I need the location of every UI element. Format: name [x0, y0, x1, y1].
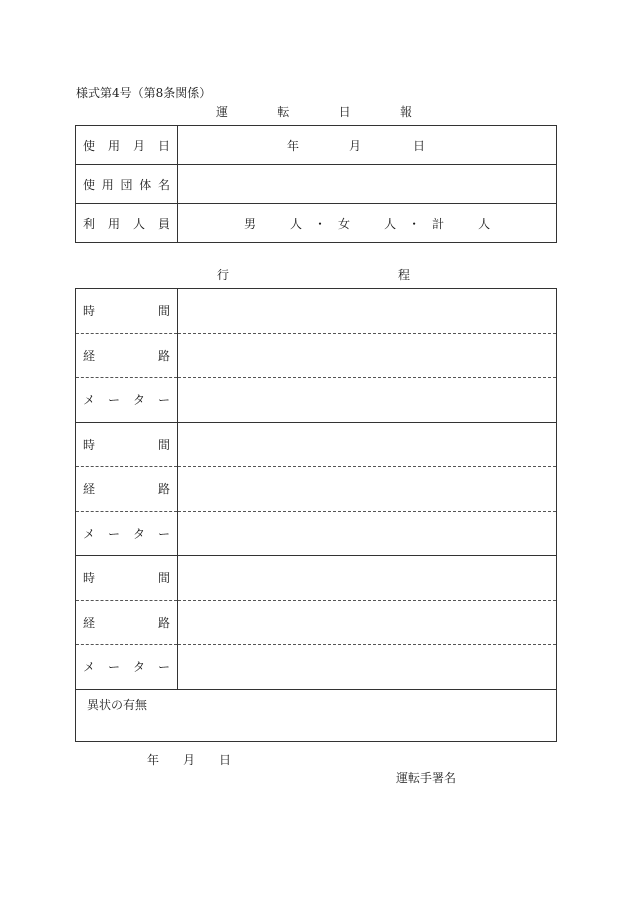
label-char: 用 [101, 177, 114, 192]
route-row [76, 600, 557, 645]
time-field[interactable] [178, 422, 557, 467]
itinerary-title [217, 266, 410, 283]
label-char: 名 [157, 177, 170, 192]
label-char: 間 [157, 304, 170, 319]
label-char: メ [83, 393, 96, 408]
label-char: メ [83, 660, 96, 675]
title-char: 転 [277, 105, 290, 119]
attendees-label [76, 204, 178, 243]
route-label [76, 600, 178, 645]
label-char: 路 [157, 482, 170, 497]
time-label [76, 422, 178, 467]
time-label [76, 556, 178, 601]
route-row [76, 333, 557, 378]
usage-date-label [76, 126, 178, 165]
time-row [76, 556, 557, 601]
label-char: 体 [139, 177, 152, 192]
day-unit: 日 [413, 138, 426, 153]
route-field[interactable] [178, 467, 557, 512]
footer-date [147, 751, 231, 768]
meter-label [76, 511, 178, 556]
route-field[interactable] [178, 600, 557, 645]
label-char: ー [157, 660, 170, 675]
year-unit: 年 [147, 753, 160, 767]
year-unit: 年 [286, 138, 299, 153]
label-char: ー [107, 526, 120, 541]
label-char: 経 [83, 615, 96, 630]
separator: ・ [408, 216, 421, 231]
label-char: 間 [157, 571, 170, 586]
label-char: 時 [83, 304, 96, 319]
month-unit: 月 [182, 753, 195, 767]
label-char: 路 [157, 615, 170, 630]
label-char: ー [157, 526, 170, 541]
title-char: 報 [399, 105, 412, 119]
itinerary-title-char: 行 [217, 268, 230, 282]
label-char: 日 [157, 138, 170, 153]
meter-field[interactable] [178, 511, 557, 556]
label-char: タ [132, 393, 145, 408]
day-unit: 日 [218, 753, 231, 767]
attendees-field[interactable] [178, 204, 557, 243]
label-char: ー [107, 660, 120, 675]
time-field[interactable] [178, 556, 557, 601]
group-name-row [76, 165, 557, 204]
male-label: 男 [244, 216, 257, 231]
total-unit: 人 [478, 216, 491, 231]
separator: ・ [314, 216, 327, 231]
usage-date-row [76, 126, 557, 165]
meter-row [76, 645, 557, 690]
remarks-field[interactable] [75, 688, 557, 742]
meter-row [76, 511, 557, 556]
label-char: 使 [83, 138, 96, 153]
remarks-label: 異状の有無 [87, 698, 148, 712]
label-char: ー [157, 393, 170, 408]
info-table [75, 125, 557, 243]
label-char: 路 [157, 348, 170, 363]
meter-row [76, 378, 557, 423]
time-field[interactable] [178, 289, 557, 334]
page-title [216, 103, 412, 120]
title-char: 運 [216, 105, 229, 119]
label-char: 経 [83, 348, 96, 363]
form-number: 様式第4号（第8条関係） [76, 86, 212, 100]
label-char: 使 [83, 177, 96, 192]
label-char: 団 [120, 177, 133, 192]
label-char: メ [83, 526, 96, 541]
female-unit: 人 [384, 216, 397, 231]
meter-label [76, 378, 178, 423]
meter-field[interactable] [178, 378, 557, 423]
route-label [76, 467, 178, 512]
label-char: 人 [132, 216, 145, 231]
itinerary-table [75, 288, 557, 690]
usage-date-field[interactable] [178, 126, 557, 165]
label-char: 員 [157, 216, 170, 231]
label-char: 利 [83, 216, 96, 231]
label-char: 時 [83, 437, 96, 452]
meter-field[interactable] [178, 645, 557, 690]
female-label: 女 [338, 216, 351, 231]
total-label: 計 [432, 216, 445, 231]
label-char: タ [132, 526, 145, 541]
itinerary-title-char: 程 [397, 268, 410, 282]
group-name-field[interactable] [178, 165, 557, 204]
route-row [76, 467, 557, 512]
label-char: ー [107, 393, 120, 408]
label-char: 用 [107, 216, 120, 231]
male-unit: 人 [290, 216, 303, 231]
label-char: 経 [83, 482, 96, 497]
time-row [76, 289, 557, 334]
time-row [76, 422, 557, 467]
label-char: 間 [157, 437, 170, 452]
month-unit: 月 [348, 138, 361, 153]
label-char: タ [132, 660, 145, 675]
route-label [76, 333, 178, 378]
label-char: 時 [83, 571, 96, 586]
route-field[interactable] [178, 333, 557, 378]
driver-signature-label: 運転手署名 [396, 771, 457, 785]
label-char: 月 [132, 138, 145, 153]
title-char: 日 [338, 105, 351, 119]
attendees-row [76, 204, 557, 243]
meter-label [76, 645, 178, 690]
time-label [76, 289, 178, 334]
label-char: 用 [107, 138, 120, 153]
group-name-label [76, 165, 178, 204]
